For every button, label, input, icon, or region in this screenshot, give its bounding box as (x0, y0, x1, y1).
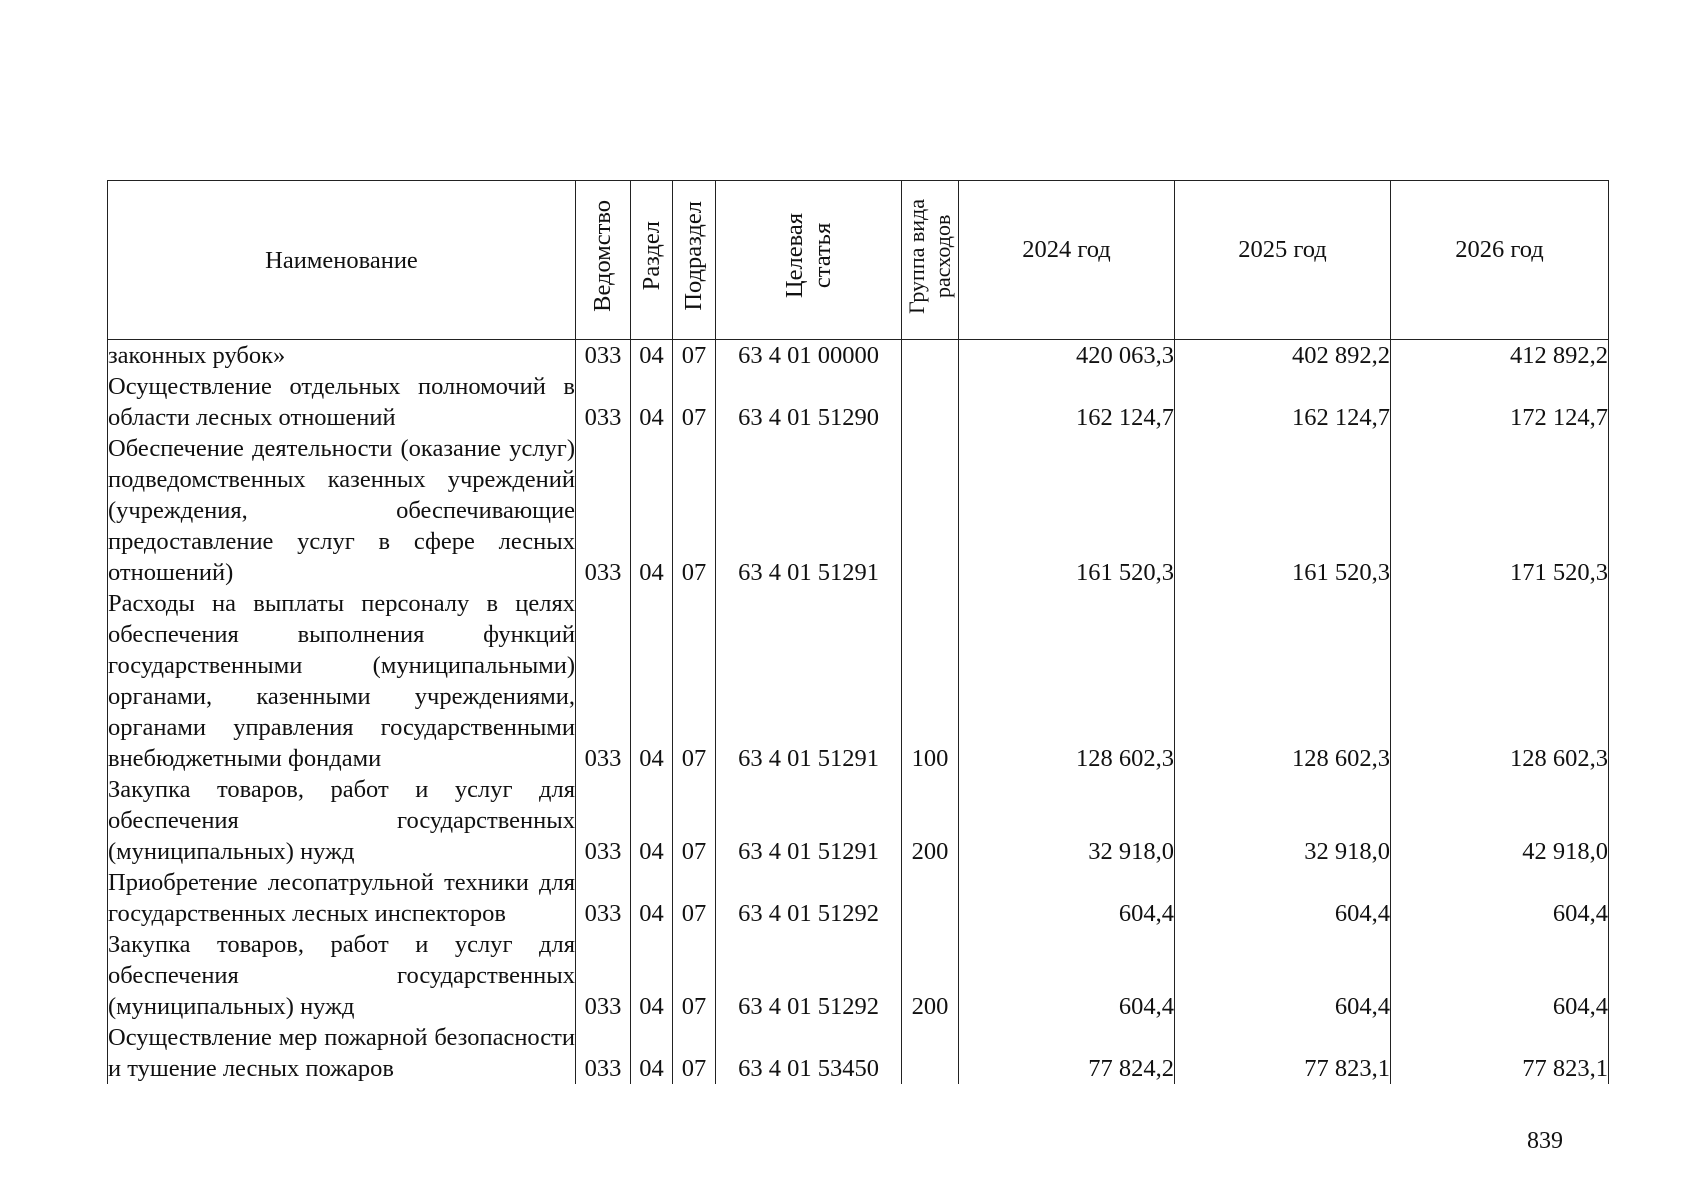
row-value-2025: 162 124,7 (1175, 371, 1391, 433)
row-name: Расходы на выплаты персоналу в целях обеспечения выполнения функций государственными (муниципальными) органами, казенными учреждениями, органами управления государственными внебюджетными фондами (108, 590, 575, 772)
row-podrazdel: 07 (673, 867, 716, 929)
header-celevaya-statya (716, 181, 902, 340)
row-gruppa: 200 (902, 774, 959, 867)
table-row (108, 433, 1609, 588)
row-gruppa (902, 371, 959, 433)
row-value-2025: 77 823,1 (1175, 1022, 1391, 1084)
row-value-2025: 604,4 (1175, 929, 1391, 1022)
row-value-2026: 42 918,0 (1391, 774, 1609, 867)
row-razdel: 04 (631, 867, 673, 929)
row-value-2025: 402 892,2 (1175, 340, 1391, 372)
row-value-2024: 604,4 (959, 867, 1175, 929)
header-name-text: Наименование (265, 246, 418, 274)
row-value-2025: 32 918,0 (1175, 774, 1391, 867)
row-razdel: 04 (631, 340, 673, 372)
header-gruppa (902, 181, 959, 340)
row-value-2025: 604,4 (1175, 867, 1391, 929)
header-year-2025 (1175, 181, 1391, 340)
row-name: Закупка товаров, работ и услуг для обеспечения государственных (муниципальных) нужд (108, 931, 575, 1020)
row-razdel: 04 (631, 929, 673, 1022)
table-row (108, 867, 1609, 929)
table-row (108, 774, 1609, 867)
header-year-2026-text: 2026 год (1455, 235, 1544, 263)
header-year-2026 (1391, 181, 1609, 340)
header-razdel (631, 181, 673, 340)
row-value-2024: 420 063,3 (959, 340, 1175, 372)
row-gruppa: 100 (902, 588, 959, 774)
header-year-2024-text: 2024 год (1022, 235, 1111, 263)
row-value-2024: 604,4 (959, 929, 1175, 1022)
row-value-2026: 604,4 (1391, 867, 1609, 929)
row-gruppa (902, 867, 959, 929)
header-celevaya-line1: Целевая (780, 213, 808, 299)
row-value-2026: 172 124,7 (1391, 371, 1609, 433)
row-gruppa (902, 433, 959, 588)
row-vedomstvo: 033 (576, 588, 631, 774)
row-value-2024: 77 824,2 (959, 1022, 1175, 1084)
row-value-2026: 171 520,3 (1391, 433, 1609, 588)
row-value-2024: 161 520,3 (959, 433, 1175, 588)
row-celevaya: 63 4 01 00000 (716, 340, 902, 372)
header-year-2024 (959, 181, 1175, 340)
row-podrazdel: 07 (673, 340, 716, 372)
row-podrazdel: 07 (673, 588, 716, 774)
row-vedomstvo: 033 (576, 774, 631, 867)
row-vedomstvo: 033 (576, 867, 631, 929)
row-value-2026: 412 892,2 (1391, 340, 1609, 372)
header-podrazdel-text: Подраздел (680, 201, 707, 311)
row-podrazdel: 07 (673, 929, 716, 1022)
page-number: 839 (1527, 1128, 1563, 1154)
row-name: Осуществление мер пожарной безопасности и тушение лесных пожаров (108, 1024, 575, 1082)
header-vedomstvo-text: Ведомство (589, 200, 616, 312)
row-celevaya: 63 4 01 51292 (716, 867, 902, 929)
row-celevaya: 63 4 01 51291 (716, 433, 902, 588)
row-value-2024: 162 124,7 (959, 371, 1175, 433)
table-body (108, 340, 1609, 1085)
row-name: Осуществление отдельных полномочий в области лесных отношений (108, 373, 575, 431)
row-razdel: 04 (631, 774, 673, 867)
row-name: Закупка товаров, работ и услуг для обеспечения государственных (муниципальных) нужд (108, 776, 575, 865)
row-celevaya: 63 4 01 53450 (716, 1022, 902, 1084)
row-name: Приобретение лесопатрульной техники для государственных лесных инспекторов (108, 869, 575, 927)
header-podrazdel (673, 181, 716, 340)
row-value-2024: 32 918,0 (959, 774, 1175, 867)
header-gruppa-text (904, 199, 956, 314)
row-value-2025: 161 520,3 (1175, 433, 1391, 588)
header-celevaya-line2: статья (808, 223, 836, 289)
table-header (108, 181, 1609, 340)
row-vedomstvo: 033 (576, 371, 631, 433)
row-razdel: 04 (631, 433, 673, 588)
row-value-2026: 77 823,1 (1391, 1022, 1609, 1084)
row-value-2025: 128 602,3 (1175, 588, 1391, 774)
row-vedomstvo: 033 (576, 1022, 631, 1084)
header-year-2025-text: 2025 год (1238, 235, 1327, 263)
budget-table (107, 180, 1609, 1084)
header-name (108, 181, 576, 340)
table-row (108, 1022, 1609, 1084)
row-celevaya: 63 4 01 51290 (716, 371, 902, 433)
row-value-2026: 604,4 (1391, 929, 1609, 1022)
row-razdel: 04 (631, 588, 673, 774)
row-gruppa (902, 1022, 959, 1084)
row-name: законных рубок» (108, 340, 576, 372)
row-podrazdel: 07 (673, 1022, 716, 1084)
row-celevaya: 63 4 01 51292 (716, 929, 902, 1022)
header-gruppa-line2: расходов (930, 214, 955, 298)
row-podrazdel: 07 (673, 371, 716, 433)
row-vedomstvo: 033 (576, 929, 631, 1022)
table-row (108, 340, 1609, 372)
row-razdel: 04 (631, 371, 673, 433)
row-podrazdel: 07 (673, 433, 716, 588)
header-razdel-text: Раздел (637, 221, 665, 291)
row-vedomstvo: 033 (576, 340, 631, 372)
header-celevaya-text (781, 213, 837, 298)
row-gruppa: 200 (902, 929, 959, 1022)
row-name: Обеспечение деятельности (оказание услуг) подведомственных казенных учреждений (учреждения, обеспечивающие предоставление услуг в сфере лесных отношений) (108, 435, 575, 586)
row-podrazdel: 07 (673, 774, 716, 867)
header-vedomstvo (576, 181, 631, 340)
table-row (108, 588, 1609, 774)
row-gruppa (902, 340, 959, 372)
header-gruppa-line1: Группа вида (904, 198, 929, 314)
row-vedomstvo: 033 (576, 433, 631, 588)
row-value-2026: 128 602,3 (1391, 588, 1609, 774)
table-row (108, 371, 1609, 433)
row-razdel: 04 (631, 1022, 673, 1084)
row-celevaya: 63 4 01 51291 (716, 588, 902, 774)
table-row (108, 929, 1609, 1022)
row-value-2024: 128 602,3 (959, 588, 1175, 774)
row-celevaya: 63 4 01 51291 (716, 774, 902, 867)
